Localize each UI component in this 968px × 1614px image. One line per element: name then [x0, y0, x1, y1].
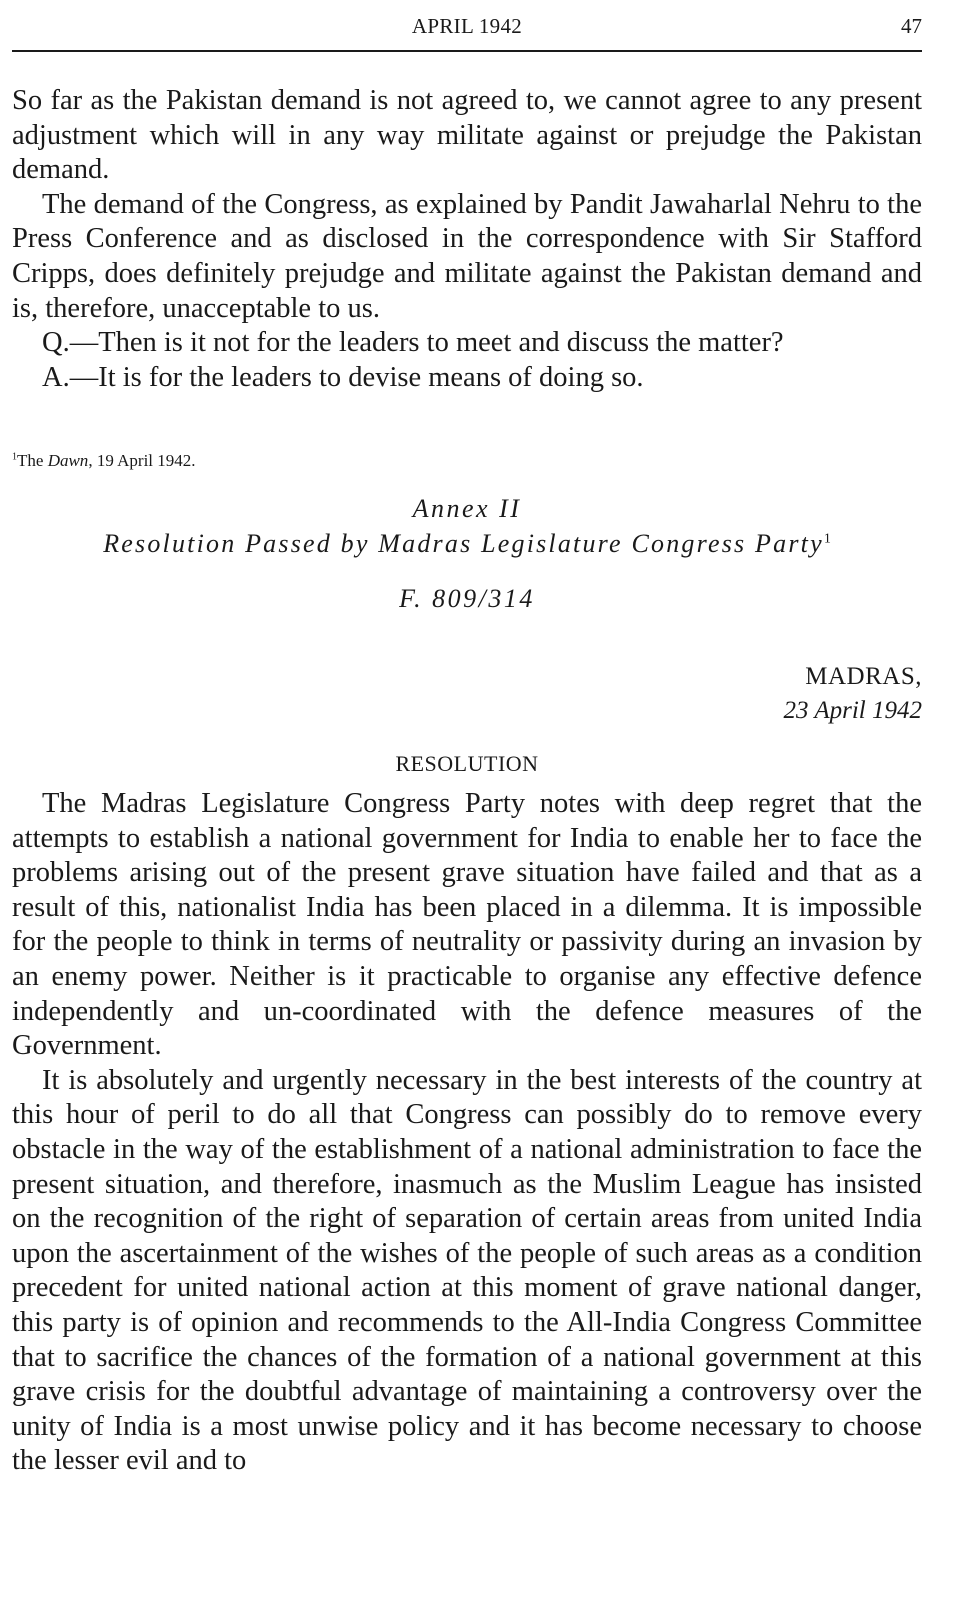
page-number: 47: [901, 14, 922, 38]
dateline-place: MADRAS,: [805, 663, 922, 690]
paragraph: It is absolutely and urgently necessary in the best interests of the country at this hour of peril to do all that Congress can possibly do to remove every obstacle in the way of the establishment of a national administration to face the present situation, and therefore, inasmuch as the Muslim League has insisted on the recognition of the right of separation of certain areas from united India upon the ascertainment of the wishes of the people of such areas as a condition precedent for united national action at this moment of grave national danger, this party is of opinion and recommends to the All-India Congress Committee that to sacrifice the chances of the formation of a national government at this grave crisis for the doubtful advantage of maintaining a controversy over the unity of India is a most unwise policy and it has become necessary to choose the lesser evil and to: [12, 1064, 922, 1477]
footnote-prefix: The: [17, 451, 48, 470]
annex-subtitle-text: Resolution Passed by Madras Legislature Congress Party: [103, 529, 824, 558]
resolution-heading: RESOLUTION: [395, 751, 539, 776]
file-reference: F. 809/314: [399, 584, 535, 613]
answer-paragraph: A.—It is for the leaders to devise means of doing so.: [42, 361, 644, 393]
running-head: [12, 14, 922, 40]
footnote-source: Dawn: [47, 451, 89, 470]
annex-title: Annex II: [412, 494, 522, 523]
interview-text: [12, 84, 922, 395]
annex-subtitle: [12, 529, 922, 559]
footnote-marker: 1: [12, 451, 17, 463]
question-paragraph: Q.—Then is it not for the leaders to meet and discuss the matter?: [42, 327, 784, 359]
footnote: [12, 451, 196, 471]
annex-footnote-marker: 1: [823, 531, 831, 547]
running-head-title: APRIL 1942: [411, 14, 523, 38]
resolution-text: [12, 787, 922, 1479]
dateline-date: 23 April 1942: [783, 697, 922, 724]
header-rule: [12, 50, 922, 52]
paragraph: The demand of the Congress, as explained by Pandit Jawaharlal Nehru to the Press Conference and as disclosed in the correspondence with Sir Stafford Cripps, does definitely prejudge and militate against the Pakistan demand and is, therefore, unacceptable to us.: [12, 188, 922, 324]
footnote-suffix: , 19 April 1942.: [88, 451, 196, 470]
paragraph: So far as the Pakistan demand is not agreed to, we cannot agree to any present adjustment which will in any way militate against or prejudge the Pakistan demand.: [12, 85, 922, 186]
paragraph: The Madras Legislature Congress Party notes with deep regret that the attempts to establish a national government for India to enable her to face the problems arising out of the present grave situation have failed and that as a result of this, nationalist India has been placed in a dilemma. It is impossible for the people to think in terms of neutrality or passivity during an invasion by an enemy power. Neither is it practicable to organise any effective defence independently and un-coordinated with the defence measures of the Government.: [12, 788, 922, 1062]
